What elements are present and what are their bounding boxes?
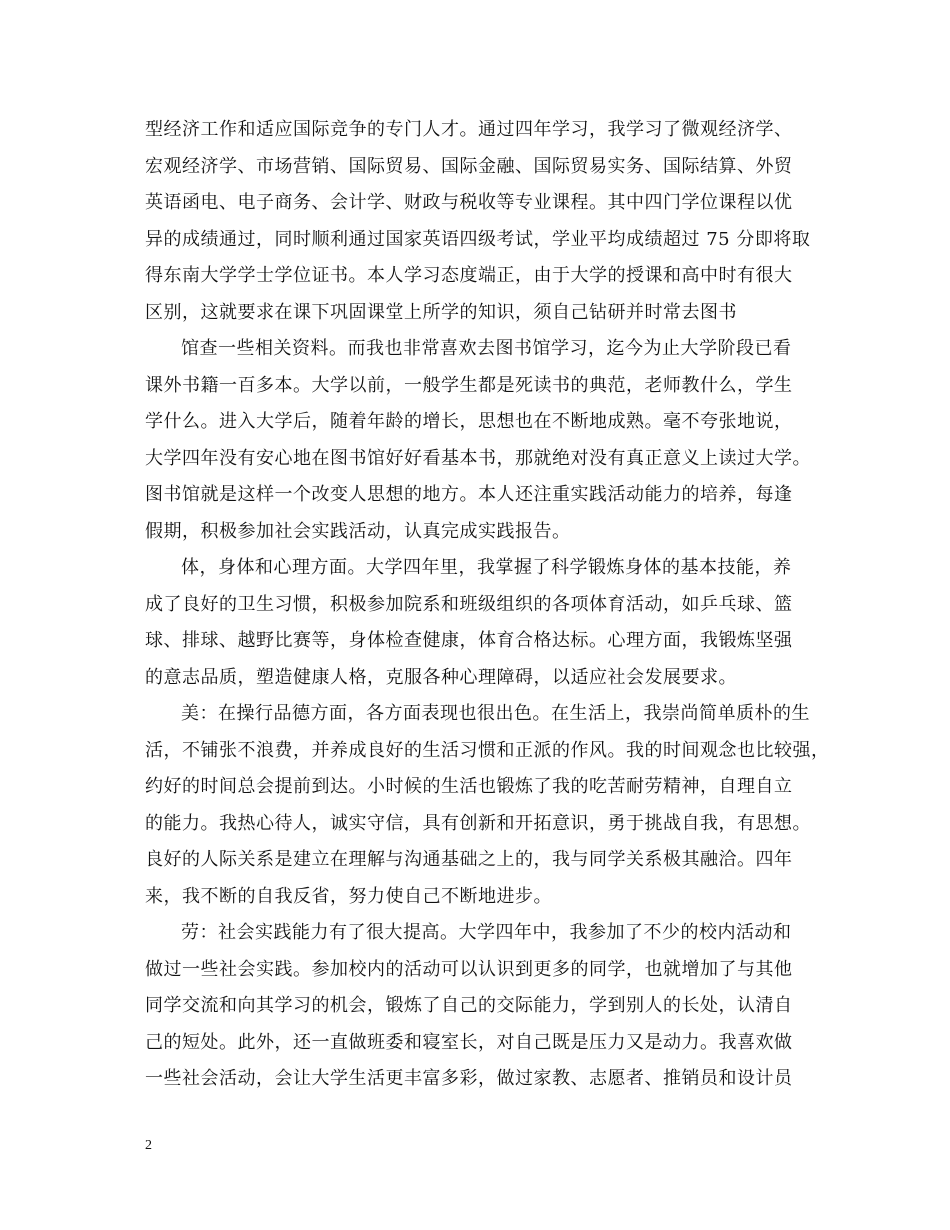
- text-line: 美：在操行品德方面，各方面表现也很出色。在生活上，我崇尚简单质朴的生: [181, 703, 810, 724]
- paragraph-physical: [145, 550, 805, 696]
- text-line: 大学四年没有安心地在图书馆好好看基本书，那就绝对没有真正意义上读过大学。: [145, 447, 811, 469]
- text-line: 来，我不断的自我反省，努力使自己不断地进步。: [145, 885, 552, 907]
- page-number: 2: [145, 1138, 152, 1153]
- paragraph-character: [145, 696, 830, 915]
- text-line: 做过一些社会实践。参加校内的活动可以认识到更多的同学，也就增加了与其他: [145, 958, 793, 980]
- text-line: 体，身体和心理方面。大学四年里，我掌握了科学锻炼身体的基本技能，养: [181, 557, 792, 578]
- text-line: 的能力。我热心待人，诚实守信，具有创新和开拓意识，勇于挑战自我，有思想。: [145, 812, 811, 834]
- text-line: 区别，这就要求在课下巩固课堂上所学的知识，须自己钻研并时常去图书: [145, 301, 737, 323]
- text-line: 的意志品质，塑造健康人格，克服各种心理障碍，以适应社会发展要求。: [145, 666, 737, 688]
- text-line: 型经济工作和适应国际竞争的专门人才。通过四年学习，我学习了微观经济学、: [145, 119, 793, 140]
- text-line: 宏观经济学、市场营销、国际贸易、国际金融、国际贸易实务、国际结算、外贸: [145, 155, 793, 177]
- text-line: 劳：社会实践能力有了很大提高。大学四年中，我参加了不少的校内活动和: [181, 922, 792, 943]
- text-line: 良好的人际关系是建立在理解与沟通基础之上的，我与同学关系极其融洽。四年: [145, 849, 793, 870]
- text-line: 假期，积极参加社会实践活动，认真完成实践报告。: [145, 520, 571, 542]
- text-line: 异的成绩通过，同时顺利通过国家英语四级考试，学业平均成绩超过 75 分即将取: [145, 228, 811, 250]
- paragraph-library: [145, 331, 811, 550]
- text-line: 约好的时间总会提前到达。小时候的生活也锻炼了我的吃苦耐劳精神，自理自立: [145, 776, 793, 797]
- text-line: 英语函电、电子商务、会计学、财政与税收等专业课程。其中四门学位课程以优: [145, 192, 793, 213]
- text-line: 球、排球、越野比赛等，身体检查健康，体育合格达标。心理方面，我锻炼坚强: [145, 630, 793, 651]
- text-line: 己的短处。此外，还一直做班委和寝室长，对自己既是压力又是动力。我喜欢做: [145, 1031, 793, 1053]
- paragraph-practice: [145, 915, 805, 1098]
- text-line: 一些社会活动，会让大学生活更丰富多彩，做过家教、志愿者、推销员和设计员: [145, 1068, 793, 1089]
- text-line: 馆查一些相关资料。而我也非常喜欢去图书馆学习，迄今为止大学阶段已看: [181, 338, 792, 359]
- text-line: 学什么。进入大学后，随着年龄的增长，思想也在不断地成熟。毫不夸张地说，: [145, 411, 793, 432]
- text-line: 活，不铺张不浪费，并养成良好的生活习惯和正派的作风。我的时间观念也比较强，: [145, 739, 830, 761]
- body-text: [145, 112, 830, 1098]
- text-line: 课外书籍一百多本。大学以前，一般学生都是死读书的典范，老师教什么，学生: [145, 374, 793, 396]
- text-line: 图书馆就是这样一个改变人思想的地方。本人还注重实践活动能力的培养，每逢: [145, 484, 793, 505]
- text-line: 得东南大学学士学位证书。本人学习态度端正，由于大学的授课和高中时有很大: [145, 265, 793, 286]
- text-line: 成了良好的卫生习惯，积极参加院系和班级组织的各项体育活动，如乒乓球、篮: [145, 593, 793, 615]
- paragraph-study: [145, 112, 811, 331]
- text-line: 同学交流和向其学习的机会，锻炼了自己的交际能力，学到别人的长处，认清自: [145, 995, 793, 1016]
